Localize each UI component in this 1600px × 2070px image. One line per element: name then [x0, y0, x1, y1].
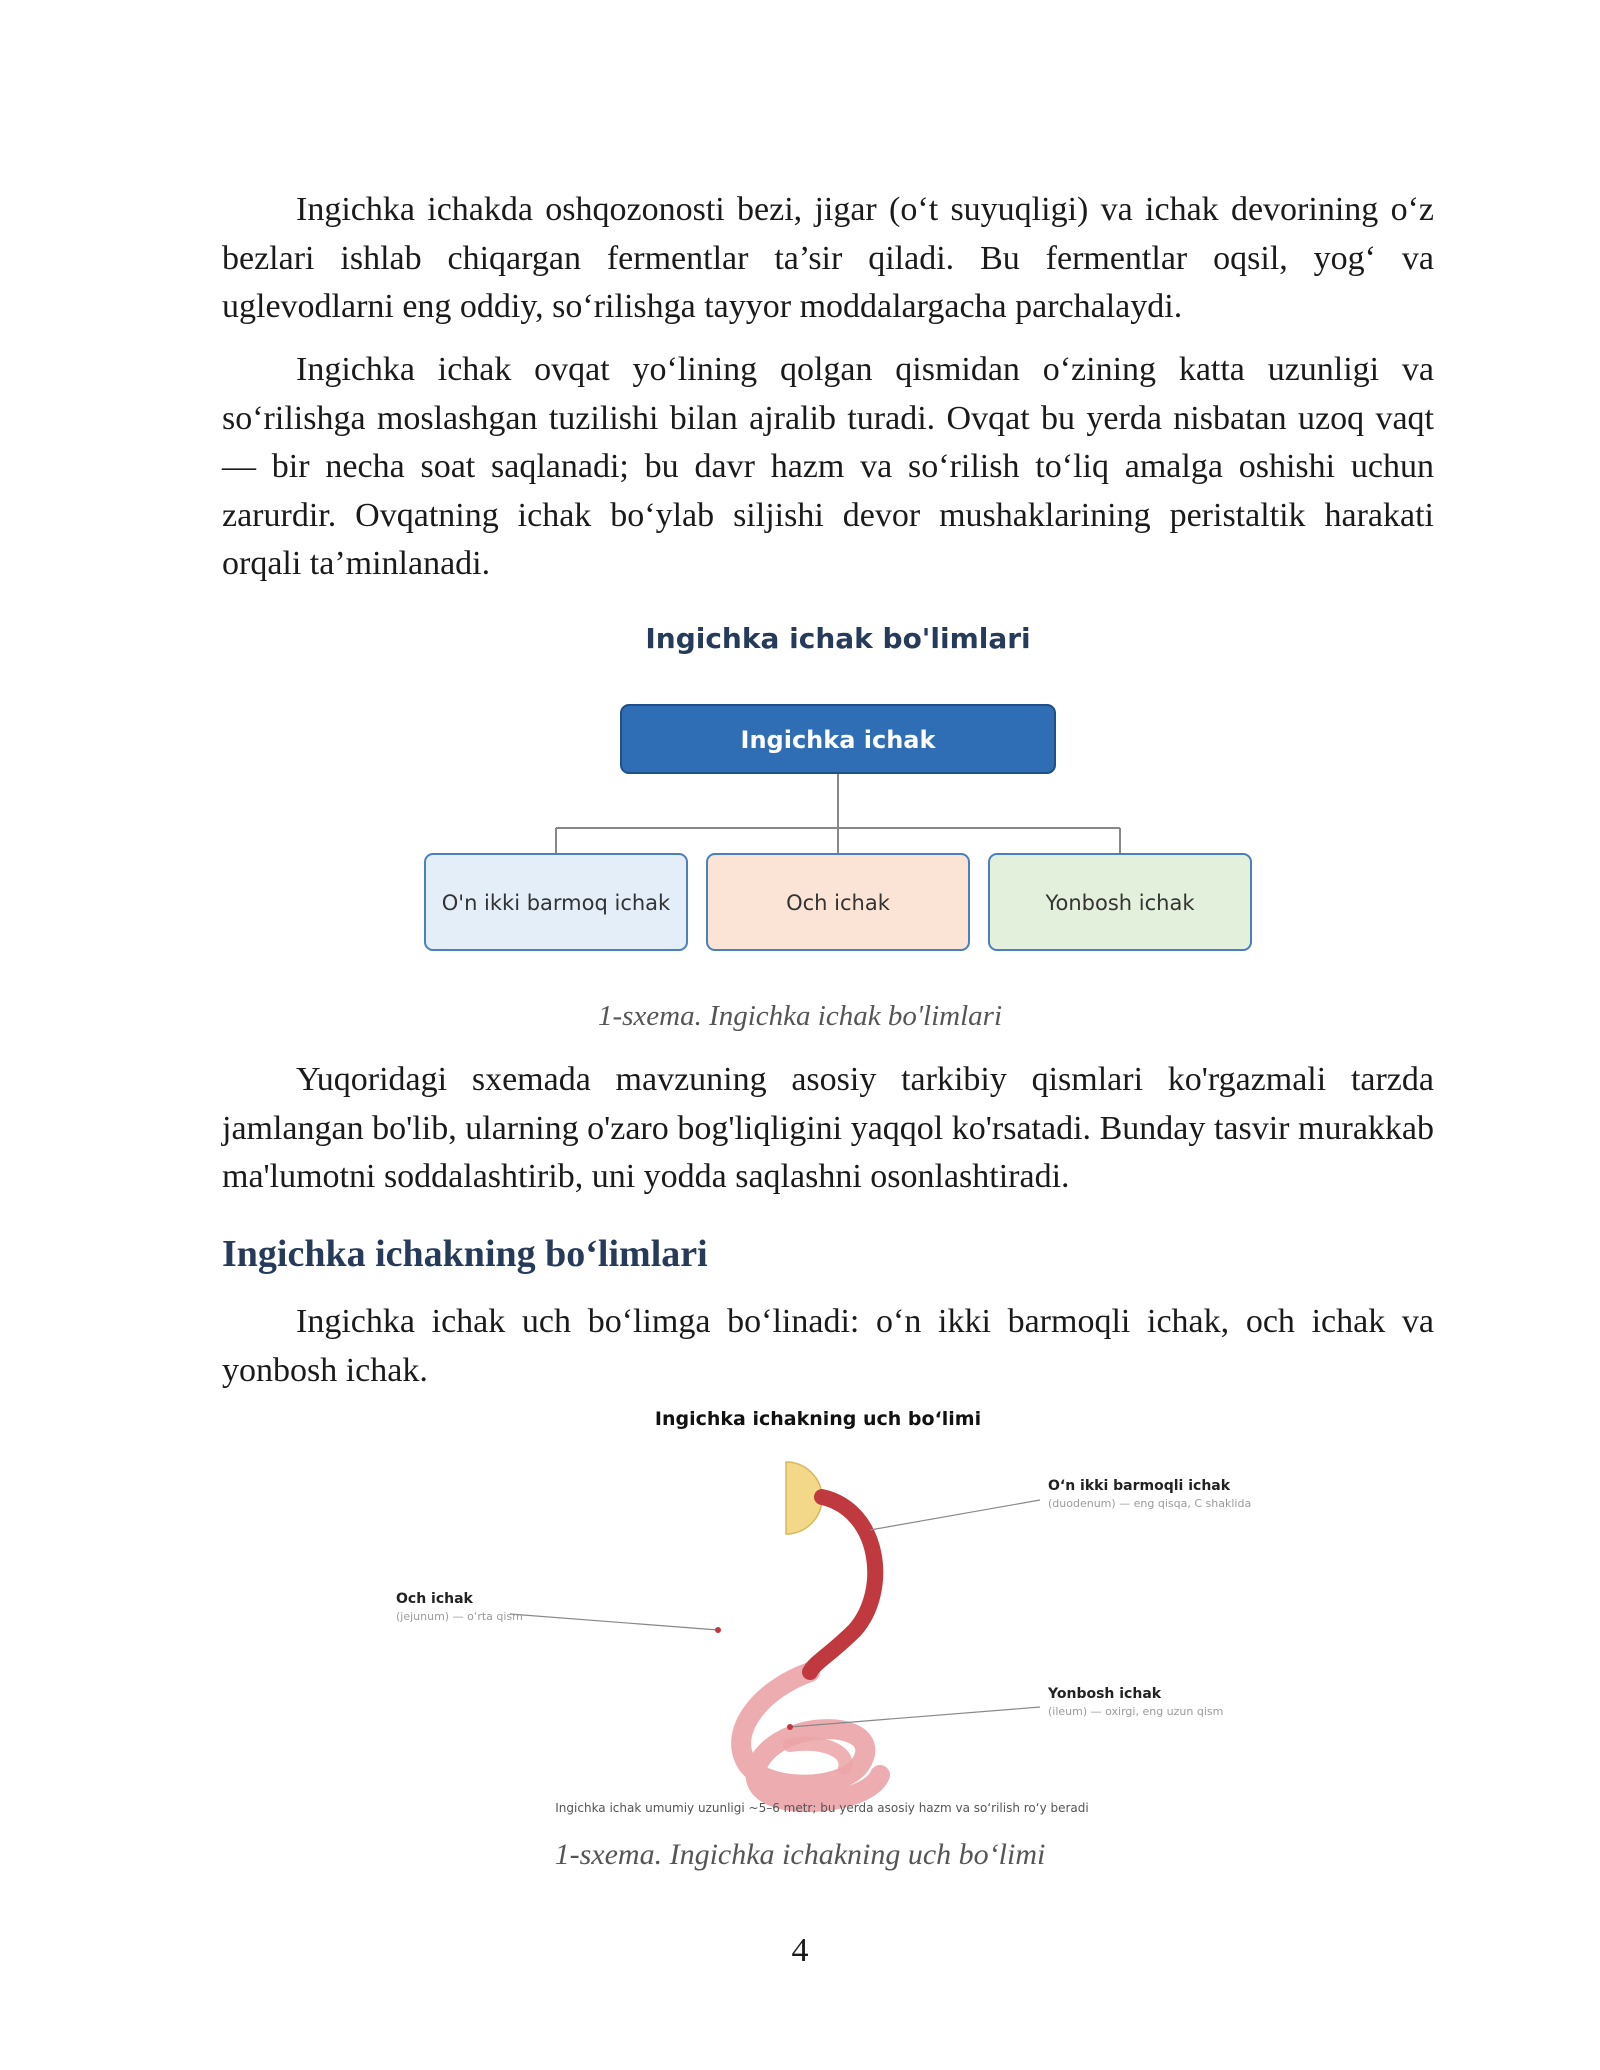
illustration-title: Ingichka ichakning uch bo‘limi	[654, 1408, 982, 1430]
child-node-label: O'n ikki barmoq ichak	[441, 891, 671, 915]
child-node-label: Och ichak	[786, 891, 890, 915]
illustration-footnote: Ingichka ichak umumiy uzunligi ~5–6 metr; bu yerda asosiy hazm va so‘rilish ro‘y beradi	[555, 1801, 1089, 1815]
paragraph-text: Ingichka ichak ovqat yo‘lining qolgan qismidan o‘zining katta uzunligi va so‘rilishga moslashgan tuzilishi bilan ajralib turadi. Ovqat bu yerda nisbatan uzoq vaqt — bir necha soat saqlanadi; bu davr hazm va so‘rilish to‘liq amalga oshishi uchun zarurdir. Ovqatning ichak bo‘ylab siljishi devor mushaklarining peristaltik harakati orqali ta’minlanadi.	[222, 351, 1434, 582]
paragraph-2	[222, 346, 1434, 589]
paragraph-text: Yuqoridagi sxemada mavzuning asosiy tarkibiy qismlari ko'rgazmali tarzda jamlangan bo'lib, ularning o'zaro bog'liqligini yaqqol ko'rsatadi. Bunday tasvir murakkab ma'lumotni soddalashtirib, uni yodda saqlashni osonlashtiradi.	[222, 1061, 1434, 1195]
paragraph-1	[222, 186, 1434, 332]
paragraph-text: Ingichka ichakda oshqozonosti bezi, jigar (o‘t suyuqligi) va ichak devorining o‘z bezlari ishlab chiqargan fermentlar ta’sir qiladi. Bu fermentlar oqsil, yog‘ va uglevodlarni eng oddiy, so‘rilishga tayyor moddalargacha parchalaydi.	[222, 191, 1434, 325]
section-heading: Ingichka ichakning bo‘limlari	[222, 1233, 708, 1275]
jejunum-marker	[715, 1627, 721, 1633]
figure-caption-1: 1-sxema. Ingichka ichak bo'limlari	[597, 1000, 1003, 1032]
label-duodenum-desc: (duodenum) — eng qisqa, C shaklida	[1048, 1497, 1252, 1510]
small-intestine-coils	[741, 1672, 880, 1802]
child-node-ileum	[989, 854, 1251, 950]
figure-caption-2: 1-sxema. Ingichka ichakning uch bo‘limi	[554, 1838, 1046, 1871]
root-node-label: Ingichka ichak	[740, 726, 936, 754]
label-ileum-desc: (ileum) — oxirgi, eng uzun qism	[1048, 1705, 1224, 1718]
child-node-duodenum	[425, 854, 687, 950]
intestine-illustration	[0, 1400, 1600, 1820]
hierarchy-diagram	[0, 600, 1600, 980]
label-jejunum: Och ichak	[396, 1591, 473, 1607]
connector-lines	[556, 772, 1120, 854]
duodenum-icon	[810, 1497, 875, 1672]
paragraph-4	[222, 1298, 1434, 1395]
label-duodenum: O‘n ikki barmoqli ichak	[1048, 1478, 1231, 1494]
paragraph-text: Ingichka ichak uch bo‘limga bo‘linadi: o‘n ikki barmoqli ichak, och ichak va yonbosh ichak.	[222, 1303, 1434, 1389]
label-jejunum-desc: (jejunum) — o‘rta qism	[396, 1610, 523, 1623]
ileum-marker	[787, 1724, 793, 1730]
page-number: 4	[791, 1932, 809, 1969]
paragraph-3	[222, 1056, 1434, 1202]
root-node	[621, 705, 1055, 773]
child-node-label: Yonbosh ichak	[1045, 891, 1195, 915]
diagram-title: Ingichka ichak bo'limlari	[645, 622, 1031, 655]
label-ileum: Yonbosh ichak	[1048, 1686, 1162, 1702]
child-node-jejunum	[707, 854, 969, 950]
